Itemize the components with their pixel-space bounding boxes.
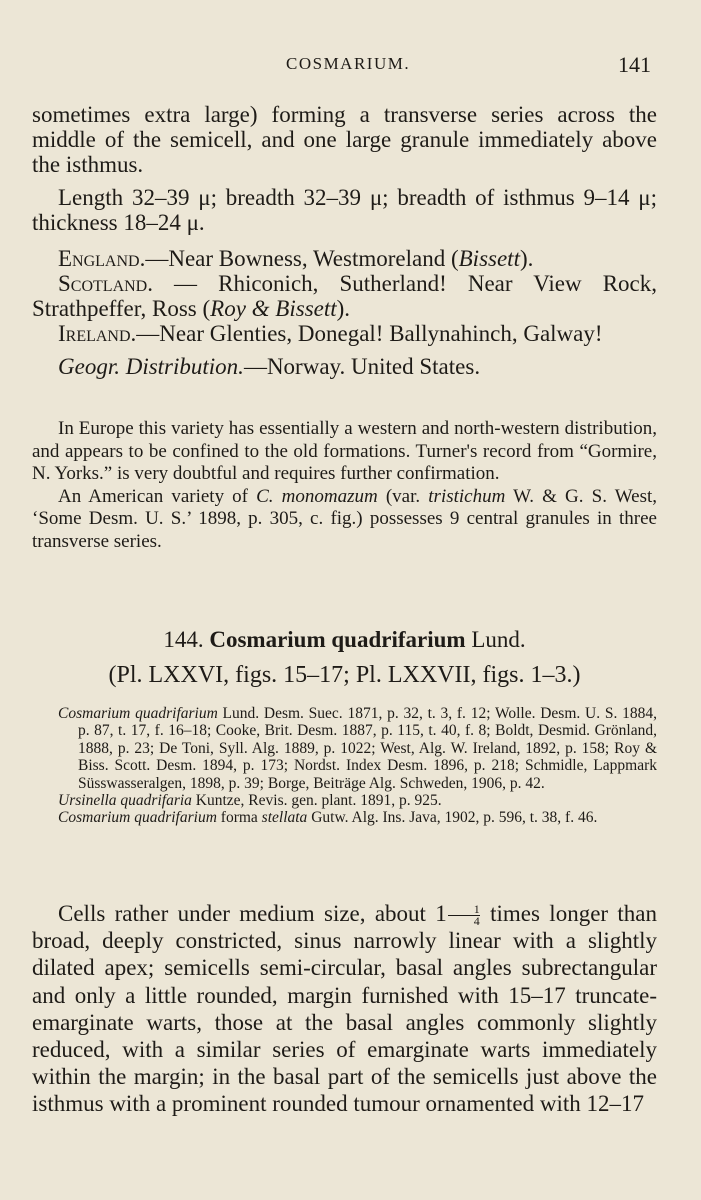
synonym-name: Cosmarium quadrifarium bbox=[58, 705, 218, 722]
continuation-paragraph: sometimes extra large) forming a transverse series across the middle of the semicell, and one large granule immediately above the isthmus. bbox=[32, 102, 657, 177]
species-reference: C. monomazum bbox=[256, 485, 378, 507]
distribution-label: Geogr. Distribution. bbox=[58, 354, 244, 379]
collector-name: Bissett bbox=[458, 246, 520, 271]
variety-reference: tristichum bbox=[428, 485, 506, 507]
species-description: Cells rather under medium size, about 1 $\frac{1}{4}$ times longer than broad, deeply constricted, sinus narrowly linear with a slightly dilated apex; semicells semi-circular, basal angles subrectangular and only a little rounded, margin furnished with 15–17 truncate-emarginate warts, those at the basal angles commonly slightly reduced, with a similar series of emarginate warts immediately within the margin; in the basal part of the semicells just above the isthmus with a prominent rounded tumour ornamented with 12–17 bbox=[32, 901, 657, 1117]
running-head: COSMARIUM. bbox=[286, 54, 411, 73]
species-heading bbox=[32, 627, 657, 653]
species-number: 144. bbox=[163, 627, 204, 652]
localities-block bbox=[32, 246, 657, 379]
description-block bbox=[32, 900, 657, 1118]
synonym-name: Cosmarium quadrifarium bbox=[58, 809, 217, 827]
plate-references: (Pl. LXXVI, figs. 15–17; Pl. LXXVII, figs. 1–3.) bbox=[108, 662, 581, 688]
locality-scotland: Scotland. — Rhiconich, Sutherland! Near View Rock, Strathpeffer, Ross (Roy & Bissett). bbox=[32, 271, 657, 321]
synonym-name: Ursinella quadrifaria bbox=[58, 792, 192, 810]
page-number: 141 bbox=[618, 52, 651, 77]
synonym-entry: Cosmarium quadrifarium forma stellata Gutw. Alg. Ins. Java, 1902, p. 596, t. 38, f. 46. bbox=[58, 809, 598, 827]
measurements-paragraph: Length 32–39 μ; breadth 32–39 μ; breadth of isthmus 9–14 μ; thickness 18–24 μ. bbox=[32, 185, 657, 235]
page-header bbox=[0, 52, 701, 82]
species-authority: Lund. bbox=[465, 627, 526, 652]
species-heading-block bbox=[32, 627, 657, 689]
geographic-distribution: Geogr. Distribution.—Norway. United States. bbox=[58, 354, 481, 379]
synonym-entry: Cosmarium quadrifarium Lund. Desm. Suec. 1871, p. 32, t. 3, f. 12; Wolle. Desm. U. S. 1884, p. 87, t. 17, f. 16–18; Cooke, Brit. Desm. 1887, p. 115, t. 40, f. 8; Boldt, Desmid. Grönland, 1888, p. 23; De Toni, Syll. Alg. 1889, p. 1022; West, Alg. W. Ireland, 1892, p. 158; Roy & Biss. Scott. Desm. 1894, p. 173; Nordst. Index Desm. 1896, p. 218; Schmidle, Lappmark Süsswasseralgen, 1898, p. 39; Borge, Beiträge Alg. Schweden, 1906, p. 42. bbox=[58, 705, 657, 792]
synonym-form-name: stellata bbox=[261, 809, 308, 827]
fraction: $\frac{1}{4}$ bbox=[448, 904, 480, 927]
collector-name: Roy & Bissett bbox=[210, 296, 337, 321]
locality-label: England. bbox=[58, 246, 146, 271]
locality-ireland: Ireland.—Near Glenties, Donegal! Ballynahinch, Galway! bbox=[58, 321, 603, 346]
notes-block bbox=[32, 418, 657, 553]
species-name: Cosmarium quadrifarium bbox=[209, 627, 466, 652]
continuation-block bbox=[32, 102, 657, 235]
synonymy-block bbox=[32, 705, 657, 827]
locality-label: Ireland. bbox=[58, 321, 137, 346]
locality-england: England.—Near Bowness, Westmoreland (Bissett). bbox=[58, 246, 534, 271]
synonym-entry: Ursinella quadrifaria Kuntze, Revis. gen. plant. 1891, p. 925. bbox=[58, 792, 442, 810]
locality-label: Scotland. bbox=[58, 271, 153, 296]
note-europe: In Europe this variety has essentially a western and north-western distribution, and appears to be confined to the old formations. Turner's record from “Gormire, N. Yorks.” is very doubtful and requires further confirmation. bbox=[32, 418, 657, 484]
note-american: An American variety of C. monomazum (var. tristichum W. & G. S. West, ‘Some Desm. U. S.’ 1898, p. 305, c. fig.) possesses 9 central granules in three transverse series. bbox=[32, 485, 658, 552]
